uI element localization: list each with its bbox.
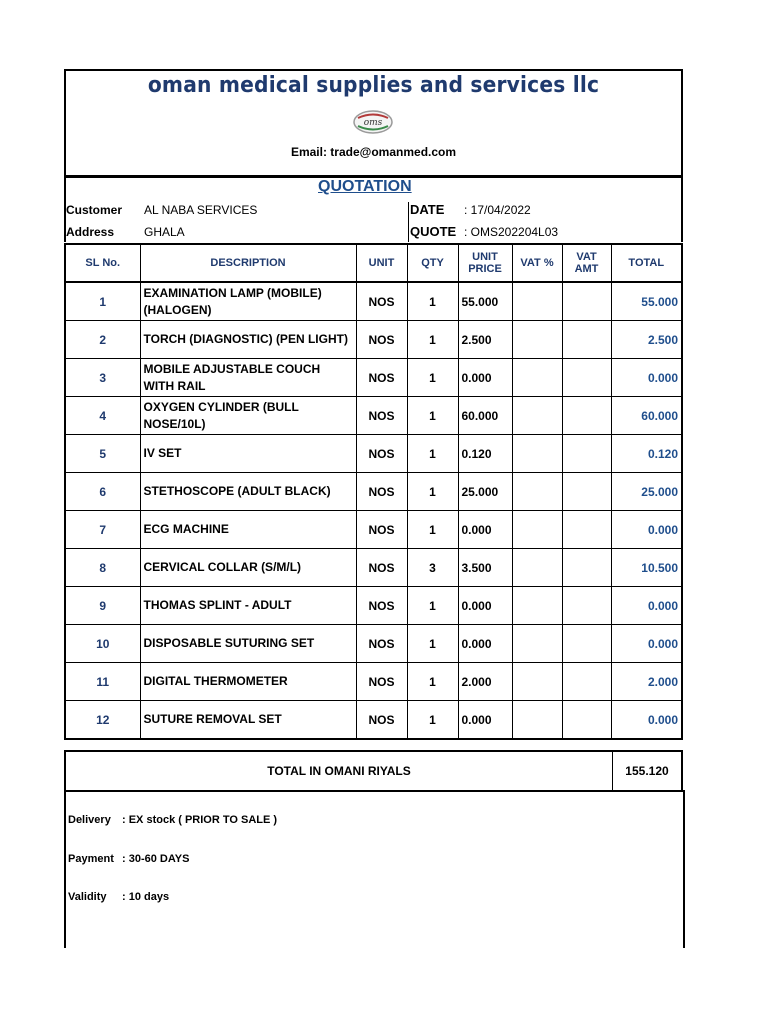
row-total: 0.000 — [611, 625, 682, 663]
grand-total-label: TOTAL IN OMANI RIYALS — [267, 764, 411, 778]
row-vat-percent — [512, 321, 562, 359]
row-qty: 1 — [407, 663, 458, 701]
table-row — [65, 625, 682, 663]
date-label: DATE — [410, 202, 445, 217]
col-unit-price-line1: UNIT — [472, 251, 498, 263]
row-vat-amount — [562, 587, 611, 625]
row-qty: 1 — [407, 435, 458, 473]
grand-total-row — [64, 750, 683, 792]
row-total: 2.000 — [611, 663, 682, 701]
row-vat-percent — [512, 701, 562, 740]
row-qty: 1 — [407, 321, 458, 359]
terms-section — [64, 790, 685, 948]
quote-number: : OMS202204L03 — [464, 225, 559, 239]
table-header-row — [65, 244, 682, 282]
info-separator — [408, 202, 409, 242]
row-description: THOMAS SPLINT - ADULT — [140, 587, 356, 625]
grand-total-value: 155.120 — [625, 764, 669, 778]
row-vat-percent — [512, 397, 562, 435]
validity-label: Validity — [68, 891, 107, 903]
row-unit-price: 2.000 — [458, 663, 512, 701]
row-unit-price: 0.000 — [458, 587, 512, 625]
row-unit-price: 0.000 — [458, 625, 512, 663]
letterhead — [64, 69, 683, 178]
address-value: GHALA — [144, 225, 185, 239]
row-unit: NOS — [356, 321, 407, 359]
col-unit-price-line2: PRICE — [468, 263, 502, 275]
row-description: IV SET — [140, 435, 356, 473]
row-sl-no: 9 — [65, 587, 140, 625]
row-unit: NOS — [356, 549, 407, 587]
row-description: DISPOSABLE SUTURING SET — [140, 625, 356, 663]
email-line: Email: trade@omanmed.com — [290, 145, 457, 159]
quotation-info — [64, 175, 683, 242]
row-total: 10.500 — [611, 549, 682, 587]
row-sl-no: 12 — [65, 701, 140, 740]
row-total: 0.000 — [611, 587, 682, 625]
quote-label: QUOTE — [410, 224, 457, 239]
row-unit: NOS — [356, 663, 407, 701]
row-description: ECG MACHINE — [140, 511, 356, 549]
row-description: MOBILE ADJUSTABLE COUCH WITH RAIL — [140, 359, 356, 397]
row-qty: 1 — [407, 701, 458, 740]
row-vat-amount — [562, 625, 611, 663]
col-vat-amount — [562, 244, 611, 282]
row-qty: 1 — [407, 511, 458, 549]
row-vat-percent — [512, 473, 562, 511]
row-description: SUTURE REMOVAL SET — [140, 701, 356, 740]
row-unit: NOS — [356, 282, 407, 321]
row-vat-percent — [512, 511, 562, 549]
row-sl-no: 2 — [65, 321, 140, 359]
table-row — [65, 663, 682, 701]
col-vat-percent: VAT % — [512, 244, 562, 282]
row-vat-percent — [512, 663, 562, 701]
row-vat-amount — [562, 549, 611, 587]
row-total: 55.000 — [611, 282, 682, 321]
row-qty: 1 — [407, 282, 458, 321]
col-qty: QTY — [407, 244, 458, 282]
customer-value: AL NABA SERVICES — [144, 203, 258, 217]
table-row — [65, 549, 682, 587]
row-sl-no: 10 — [65, 625, 140, 663]
logo-text: oms — [363, 118, 383, 128]
col-vat-amount-line2: AMT — [574, 263, 599, 275]
col-vat-amount-line1: VAT — [576, 251, 597, 263]
row-unit-price: 25.000 — [458, 473, 512, 511]
table-row — [65, 321, 682, 359]
address-label: Address — [66, 225, 115, 239]
row-total: 0.000 — [611, 359, 682, 397]
row-sl-no: 1 — [65, 282, 140, 321]
row-total: 0.000 — [611, 701, 682, 740]
row-description: STETHOSCOPE (ADULT BLACK) — [140, 473, 356, 511]
row-unit-price: 0.000 — [458, 359, 512, 397]
row-unit-price: 2.500 — [458, 321, 512, 359]
row-qty: 1 — [407, 397, 458, 435]
row-qty: 1 — [407, 359, 458, 397]
items-body — [65, 282, 682, 739]
table-row — [65, 473, 682, 511]
row-unit: NOS — [356, 587, 407, 625]
col-total: TOTAL — [611, 244, 682, 282]
items-table — [64, 243, 683, 740]
row-unit: NOS — [356, 701, 407, 740]
row-vat-percent — [512, 625, 562, 663]
payment-term — [68, 853, 189, 865]
delivery-term — [68, 814, 277, 826]
row-unit-price: 60.000 — [458, 397, 512, 435]
customer-label: Customer — [66, 203, 123, 217]
delivery-value: : EX stock ( PRIOR TO SALE ) — [122, 814, 278, 826]
row-description: EXAMINATION LAMP (MOBILE) (HALOGEN) — [140, 282, 356, 321]
table-row — [65, 435, 682, 473]
row-unit: NOS — [356, 473, 407, 511]
row-total: 60.000 — [611, 397, 682, 435]
row-vat-amount — [562, 435, 611, 473]
row-vat-amount — [562, 511, 611, 549]
row-total: 2.500 — [611, 321, 682, 359]
validity-value: : 10 days — [122, 891, 170, 903]
row-sl-no: 4 — [65, 397, 140, 435]
row-sl-no: 8 — [65, 549, 140, 587]
row-unit: NOS — [356, 397, 407, 435]
table-row — [65, 587, 682, 625]
row-unit: NOS — [356, 511, 407, 549]
row-sl-no: 3 — [65, 359, 140, 397]
col-description: DESCRIPTION — [140, 244, 356, 282]
row-description: OXYGEN CYLINDER (BULL NOSE/10L) — [140, 397, 356, 435]
payment-label: Payment — [68, 853, 114, 865]
row-qty: 3 — [407, 549, 458, 587]
row-vat-amount — [562, 397, 611, 435]
delivery-label: Delivery — [68, 814, 111, 826]
row-vat-amount — [562, 321, 611, 359]
row-vat-percent — [512, 282, 562, 321]
row-sl-no: 11 — [65, 663, 140, 701]
validity-term — [68, 891, 169, 903]
row-vat-amount — [562, 282, 611, 321]
row-unit-price: 0.000 — [458, 701, 512, 740]
table-row — [65, 701, 682, 740]
row-qty: 1 — [407, 587, 458, 625]
row-qty: 1 — [407, 625, 458, 663]
row-unit: NOS — [356, 625, 407, 663]
row-unit: NOS — [356, 435, 407, 473]
row-vat-percent — [512, 549, 562, 587]
row-vat-amount — [562, 359, 611, 397]
row-sl-no: 6 — [65, 473, 140, 511]
company-name: oman medical supplies and services llc — [147, 73, 600, 98]
payment-value: : 30-60 DAYS — [122, 853, 190, 865]
row-total: 0.000 — [611, 511, 682, 549]
col-unit: UNIT — [356, 244, 407, 282]
col-unit-price — [458, 244, 512, 282]
row-total: 25.000 — [611, 473, 682, 511]
row-description: CERVICAL COLLAR (S/M/L) — [140, 549, 356, 587]
row-unit: NOS — [356, 359, 407, 397]
row-unit-price: 55.000 — [458, 282, 512, 321]
table-row — [65, 359, 682, 397]
row-vat-amount — [562, 701, 611, 740]
row-vat-percent — [512, 587, 562, 625]
company-logo — [352, 109, 394, 135]
date-value: : 17/04/2022 — [464, 203, 531, 217]
row-vat-amount — [562, 473, 611, 511]
row-vat-percent — [512, 435, 562, 473]
table-row — [65, 511, 682, 549]
table-row — [65, 397, 682, 435]
row-sl-no: 7 — [65, 511, 140, 549]
row-qty: 1 — [407, 473, 458, 511]
row-vat-percent — [512, 359, 562, 397]
row-unit-price: 0.000 — [458, 511, 512, 549]
table-row — [65, 282, 682, 321]
row-unit-price: 3.500 — [458, 549, 512, 587]
col-sl-no: SL No. — [65, 244, 140, 282]
row-description: DIGITAL THERMOMETER — [140, 663, 356, 701]
row-description: TORCH (DIAGNOSTIC) (PEN LIGHT) — [140, 321, 356, 359]
quotation-title: QUOTATION — [318, 178, 412, 195]
row-vat-amount — [562, 663, 611, 701]
row-unit-price: 0.120 — [458, 435, 512, 473]
row-sl-no: 5 — [65, 435, 140, 473]
row-total: 0.120 — [611, 435, 682, 473]
